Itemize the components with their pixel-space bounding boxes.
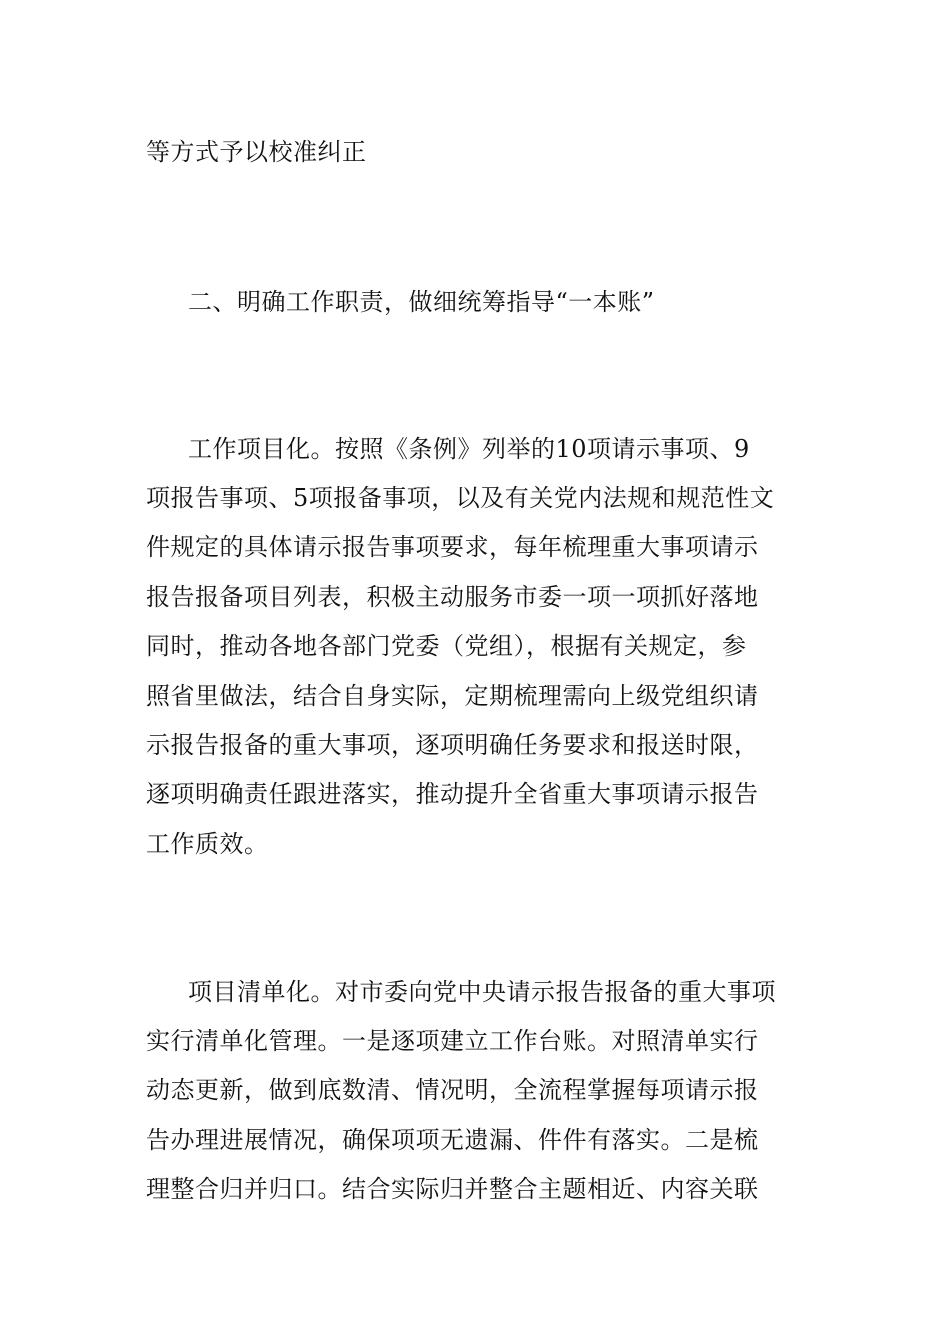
paragraph-line: 工作质效。 <box>146 830 269 858</box>
paragraph-line: 报告报备项目列表，积极主动服务市委一项一项抓好落地 <box>146 583 759 611</box>
paragraph-line: 实行清单化管理。一是逐项建立工作台账。对照清单实行 <box>146 1027 759 1055</box>
paragraph-line: 示报告报备的重大事项，逐项明确任务要求和报送时限， <box>146 731 759 759</box>
paragraph-line: 项目清单化。对市委向党中央请示报告报备的重大事项 <box>188 978 776 1006</box>
paragraph-line: 理整合归并归口。结合实际归并整合主题相近、内容关联 <box>146 1175 759 1203</box>
paragraph-line: 照省里做法，结合自身实际，定期梳理需向上级党组织请 <box>146 682 759 710</box>
paragraph-line: 工作项目化。按照《条例》列举的10项请示事项、9 <box>188 435 750 463</box>
paragraph-line: 逐项明确责任跟进落实，推动提升全省重大事项请示报告 <box>146 780 759 808</box>
section-heading: 二、明确工作职责，做细统筹指导“一本账” <box>188 288 655 316</box>
paragraph-line: 告办理进展情况，确保项项无遗漏、件件有落实。二是梳 <box>146 1126 759 1154</box>
paragraph-line: 同时，推动各地各部门党委（党组），根据有关规定，参 <box>146 632 747 660</box>
paragraph-line: 项报告事项、5项报备事项，以及有关党内法规和规范性文 <box>146 484 775 512</box>
paragraph-line: 件规定的具体请示报告事项要求，每年梳理重大事项请示 <box>146 533 759 561</box>
paragraph-line: 动态更新，做到底数清、情况明，全流程掌握每项请示报 <box>146 1076 759 1104</box>
fragment-line: 等方式予以校准纠正 <box>146 138 367 166</box>
